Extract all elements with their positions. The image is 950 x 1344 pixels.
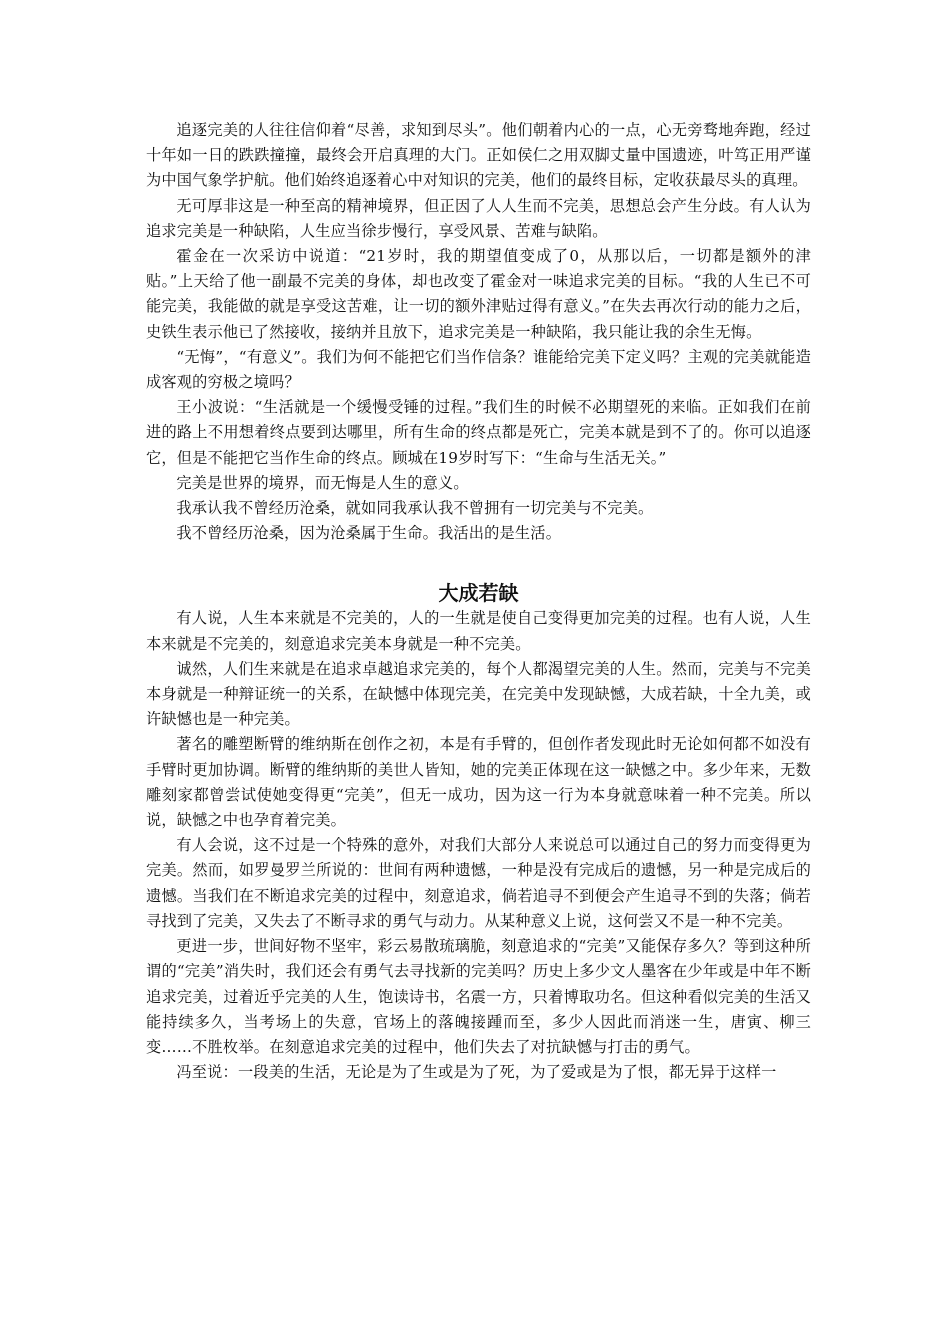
paragraph: 有人会说，这不过是一个特殊的意外，对我们大部分人来说总可以通过自己的努力而变得更为完美。然而，如罗曼罗兰所说的：世间有两种遗憾，一种是没有完成后的遗憾，另一种是完成后的遗憾。当我们在不断追求完美的过程中，刻意追求，倘若追寻不到便会产生追寻不到的失落；倘若寻找到了完美，又失去了不断寻求的勇气与动力。从某种意义上说，这何尝又不是一种不完美。 — [146, 836, 811, 930]
paragraph: 无可厚非这是一种至高的精神境界，但正因了人人生而不完美，思想总会产生分歧。有人认为追求完美是一种缺陷，人生应当徐步慢行，享受风景、苦难与缺陷。 — [146, 196, 811, 240]
essay-section-2 — [146, 580, 811, 1085]
paragraph: 追逐完美的人往往信仰着“尽善，求知到尽头”。他们朝着内心的一点，心无旁骛地奔跑，经过十年如一日的跌跌撞撞，最终会开启真理的大门。正如侯仁之用双脚丈量中国遗迹，叶笃正用严谨为中国气象学护航。他们始终追逐着心中对知识的完美，他们的最终目标，定收获最尽头的真理。 — [146, 121, 811, 190]
paragraph: 王小波说：“生活就是一个缓慢受锤的过程。”我们生的时候不必期望死的来临。正如我们在前进的路上不用想着终点要到达哪里，所有生命的终点都是死亡，完美本就是到不了的。你可以追逐它，但是不能把它当作生命的终点。顾城在19岁时写下：“生命与生活无关。” — [146, 398, 811, 467]
paragraph: 有人说，人生本来就是不完美的，人的一生就是使自己变得更加完美的过程。也有人说，人生本来就是不完美的，刻意追求完美本身就是一种不完美。 — [146, 609, 811, 653]
paragraph: 我承认我不曾经历沧桑，就如同我承认我不曾拥有一切完美与不完美。 — [176, 499, 654, 518]
paragraph: “无悔”，“有意义”。我们为何不能把它们当作信条？谁能给完美下定义吗？主观的完美就能造成客观的穷极之境吗？ — [146, 347, 811, 392]
essay-section-1 — [146, 118, 811, 546]
paragraph: 我不曾经历沧桑，因为沧桑属于生命。我活出的是生活。 — [176, 524, 562, 543]
paragraph: 冯至说：一段美的生活，无论是为了生或是为了死，为了爱或是为了恨，都无异于这样一 — [176, 1063, 777, 1082]
paragraph: 更进一步，世间好物不坚牢，彩云易散琉璃脆，刻意追求的“完美”又能保存多久？等到这种所谓的“完美”消失时，我们还会有勇气去寻找新的完美吗？历史上多少文人墨客在少年或是中年不断追求完美，过着近乎完美的人生，饱读诗书，名震一方，只着博取功名。但这种看似完美的生活又能持续多久，当考场上的失意，官场上的落魄接踵而至，多少人因此而消迷一生，唐寅、柳三变……不胜枚举。在刻意追求完美的过程中，他们失去了对抗缺憾与打击的勇气。 — [146, 937, 811, 1056]
paragraph: 著名的雕塑断臂的维纳斯在创作之初，本是有手臂的，但创作者发现此时无论如何都不如没有手臂时更加协调。断臂的维纳斯的美世人皆知，她的完美正体现在这一缺憾之中。多少年来，无数雕刻家都曾尝试使她变得更“完美”，但无一成功，因为这一行为本身就意味着一种不完美。所以说，缺憾之中也孕育着完美。 — [146, 735, 811, 830]
document-page — [146, 118, 811, 1085]
section-title: 大成若缺 — [438, 581, 519, 606]
section-spacer — [146, 546, 811, 580]
paragraph: 霍金在一次采访中说道：“21岁时，我的期望值变成了0，从那以后，一切都是额外的津贴。”上天给了他一副最不完美的身体，却也改变了霍金对一味追求完美的目标。“我的人生已不可能完美，我能做的就是享受这苦难，让一切的额外津贴过得有意义。”在失去再次行动的能力之后，史铁生表示他已了然接收，接纳并且放下，追求完美是一种缺陷，我只能让我的余生无悔。 — [146, 247, 811, 341]
paragraph: 完美是世界的境界，而无悔是人生的意义。 — [176, 473, 469, 492]
paragraph: 诚然，人们生来就是在追求卓越追求完美的，每个人都渴望完美的人生。然而，完美与不完美本身就是一种辩证统一的关系，在缺憾中体现完美，在完美中发现缺憾，大成若缺，十全九美，或许缺憾也是一种完美。 — [146, 659, 811, 729]
